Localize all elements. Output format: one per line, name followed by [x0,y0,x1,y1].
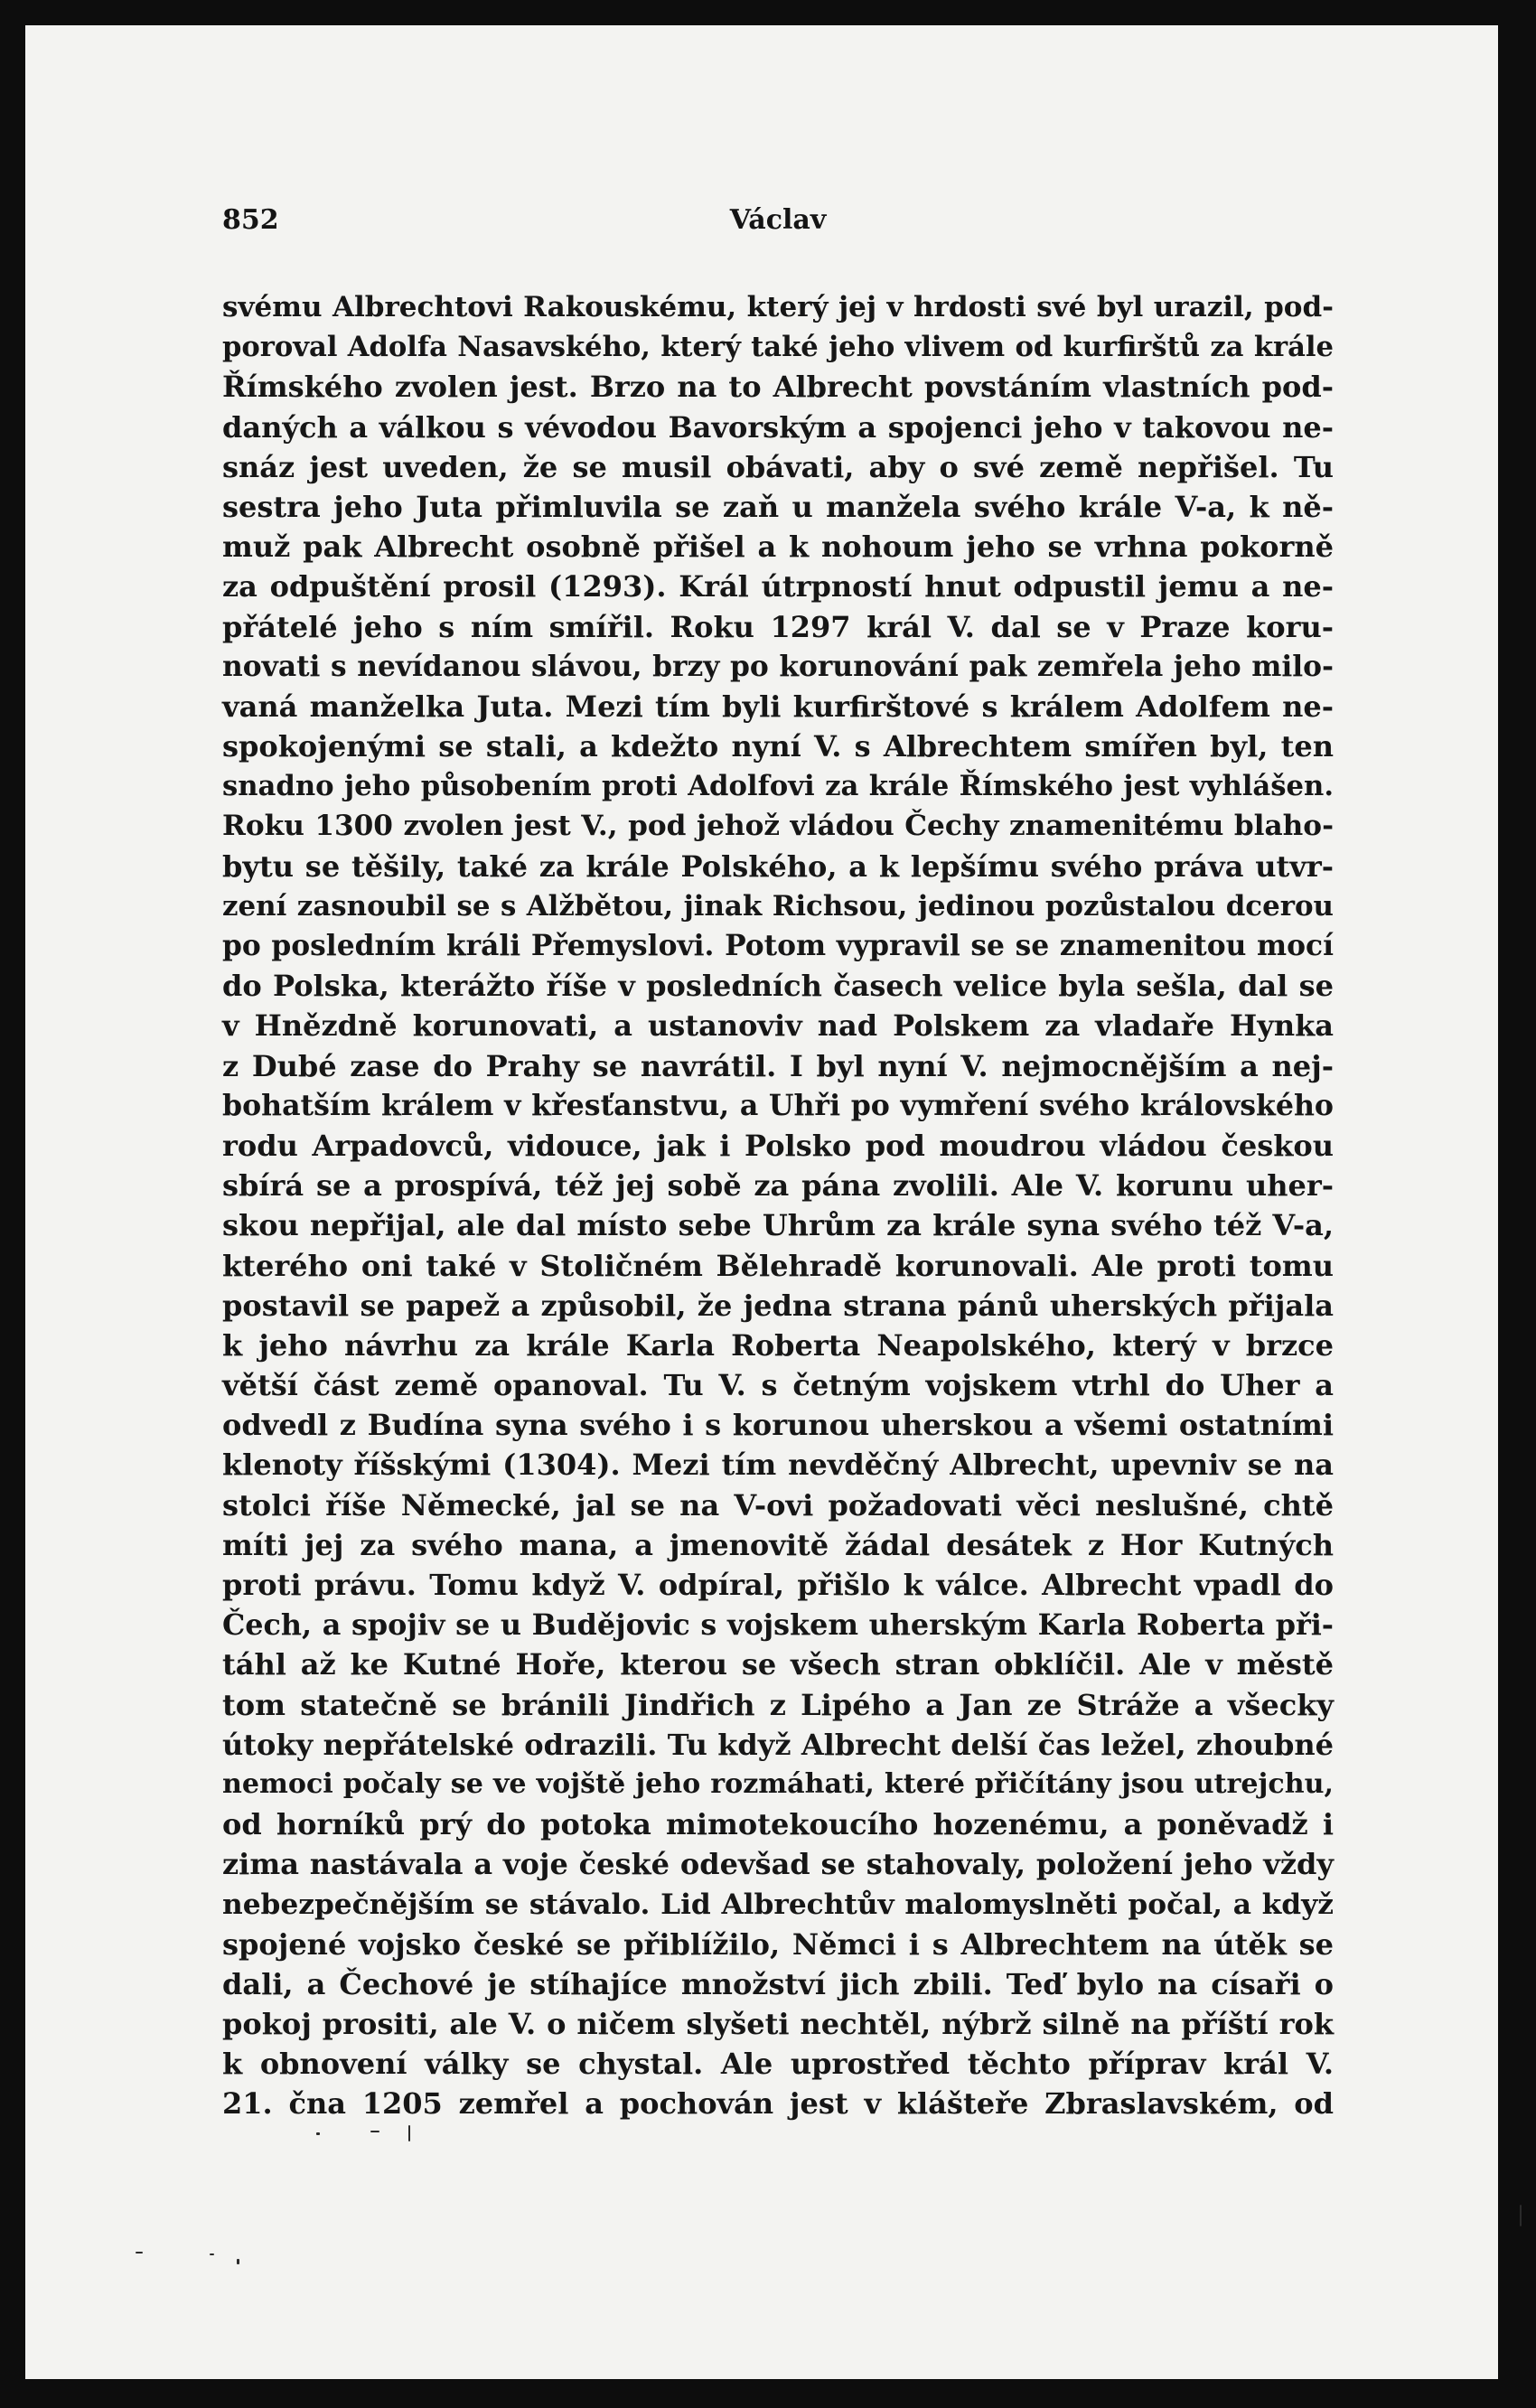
scan-speck [316,2132,320,2135]
text-line: snáz jest uveden, že se musil obávati, aby o své země nepřišel. Tu [222,449,1334,484]
text-line: vaná manželka Juta. Mezi tím byli kurfirštové s králem Adolfem ne- [222,689,1334,724]
page-number: 852 [222,204,279,236]
text-line: z Dubé zase do Prahy se navrátil. I byl nyní V. nejmocnějším a nej- [222,1048,1334,1083]
text-line: bytu se těšily, také za krále Polského, a k lepšímu svého práva utvr- [222,848,1334,884]
text-line: dali, a Čechové je stíhajíce množství jich zbili. Teď bylo na císaři o [222,1966,1334,2001]
text-line: zima nastávala a voje české odevšad se stahovaly, položení jeho vždy [222,1847,1334,1882]
text-line: bohatším králem v křesťanstvu, a Uhři po vymření svého královského [222,1088,1334,1122]
text-line: přátelé jeho s ním smířil. Roku 1297 král V. dal se v Praze koru- [222,609,1334,644]
text-line: odvedl z Budína syna svého i s korunou uherskou a všemi ostatními [222,1408,1334,1443]
text-line: táhl až ke Kutné Hoře, kterou se všech stran obklíčil. Ale v městě [222,1647,1334,1682]
text-line: poroval Adolfa Nasavského, který také jeho vlivem od kurfirštů za krále [222,331,1334,364]
text-line: skou nepřijal, ale dal místo sebe Uhrům za krále syna svého též V-a, [222,1208,1334,1243]
text-line: k obnovení války se chystal. Ale uprostřed těchto příprav král V. [222,2047,1334,2082]
text-line: zení zasnoubil se s Alžbětou, jinak Richsou, jedinou pozůstalou dcerou [222,889,1334,923]
text-line: sbírá se a prospívá, též jej sobě za pána zvolili. Ale V. korunu uher- [222,1168,1334,1204]
text-line: za odpuštění prosil (1293). Král útrpností hnut odpustil jemu a ne- [222,569,1334,604]
running-head [222,204,1334,240]
scan-speck [136,2252,143,2253]
text-line: Čech, a spojiv se u Budějovic s vojskem uherským Karla Roberta při- [222,1607,1334,1643]
text-line: nebezpečnějším se stávalo. Lid Albrechtův malomyslněti počal, a když [222,1888,1334,1921]
text-line: od horníků prý do potoka mimotekoucího hozenému, a poněvadž i [222,1807,1334,1842]
text-line: Římského zvolen jest. Brzo na to Albrecht povstáním vlastních pod- [222,370,1334,405]
text-line: klenoty říšskými (1304). Mezi tím nevděčný Albrecht, upevniv se na [222,1448,1334,1483]
text-line: novati s nevídanou slávou, brzy po korunování pak zemřela jeho milo- [222,650,1334,683]
text-line: proti právu. Tomu když V. odpíral, přišlo k válce. Albrecht vpadl do [222,1568,1334,1602]
text-line: k jeho návrhu za krále Karla Roberta Neapolského, který v brzce [222,1327,1334,1363]
text-line: útoky nepřátelské odrazili. Tu když Albrecht delší čas ležel, zhoubné [222,1727,1334,1762]
scan-speck [370,2131,379,2132]
text-line: postavil se papež a způsobil, že jedna strana pánů uherských přijala [222,1288,1334,1323]
running-title: Václav [729,204,827,236]
text-line: v Hnězdně korunovati, a ustanoviv nad Polskem za vladaře Hynka [222,1008,1334,1044]
text-line: větší část země opanoval. Tu V. s četným vojskem vtrhl do Uher a [222,1368,1334,1403]
scan-speck [237,2259,239,2264]
scan-speck [210,2253,214,2255]
scan-speck [408,2125,410,2141]
text-line: svému Albrechtovi Rakouskému, který jej v hrdosti své byl urazil, pod- [222,291,1334,323]
text-line: spokojenými se stali, a kdežto nyní V. s Albrechtem smířen byl, ten [222,729,1334,764]
scan-speck [1520,2205,1522,2226]
text-line: muž pak Albrecht osobně přišel a k nohoum jeho se vrhna pokorně [222,529,1334,565]
text-line: daných a válkou s vévodou Bavorským a spojenci jeho v takovou ne- [222,409,1334,445]
text-line: po posledním králi Přemyslovi. Potom vypravil se se znamenitou mocí [222,930,1334,962]
text-line: stolci říše Německé, jal se na V-ovi požadovati věci neslušné, chtě [222,1487,1334,1523]
text-line: snadno jeho působením proti Adolfovi za krále Římského jest vyhlášen. [222,770,1334,803]
text-line: pokoj prositi, ale V. o ničem slyšeti nechtěl, nýbrž silně na příští rok [222,2007,1334,2042]
text-line: spojené vojsko české se přiblížilo, Němci i s Albrechtem na útěk se [222,1926,1334,1962]
text-line: nemoci počaly se ve vojště jeho rozmáhati, které přičítány jsou utrejchu, [222,1767,1334,1800]
text-line: tom statečně se bránili Jindřich z Lipého a Jan ze Stráže a všecky [222,1687,1334,1722]
text-line: 21. čna 1205 zemřel a pochován jest v klášteře Zbraslavském, od [222,2086,1334,2122]
body-text [222,287,1334,2124]
text-line: kterého oni také v Stoličném Bělehradě korunovali. Ale proti tomu [222,1248,1334,1283]
text-line: míti jej za svého mana, a jmenovitě žádal desátek z Hor Kutných [222,1527,1334,1562]
text-line: sestra jeho Juta přimluvila se zaň u manžela svého krále V-a, k ně- [222,489,1334,524]
text-line: rodu Arpadovců, vidouce, jak i Polsko pod moudrou vládou českou [222,1128,1334,1163]
text-line: Roku 1300 zvolen jest V., pod jehož vládou Čechy znamenitému blaho- [222,810,1334,843]
text-line: do Polska, kterážto říše v posledních časech velice byla sešla, dal se [222,969,1334,1004]
